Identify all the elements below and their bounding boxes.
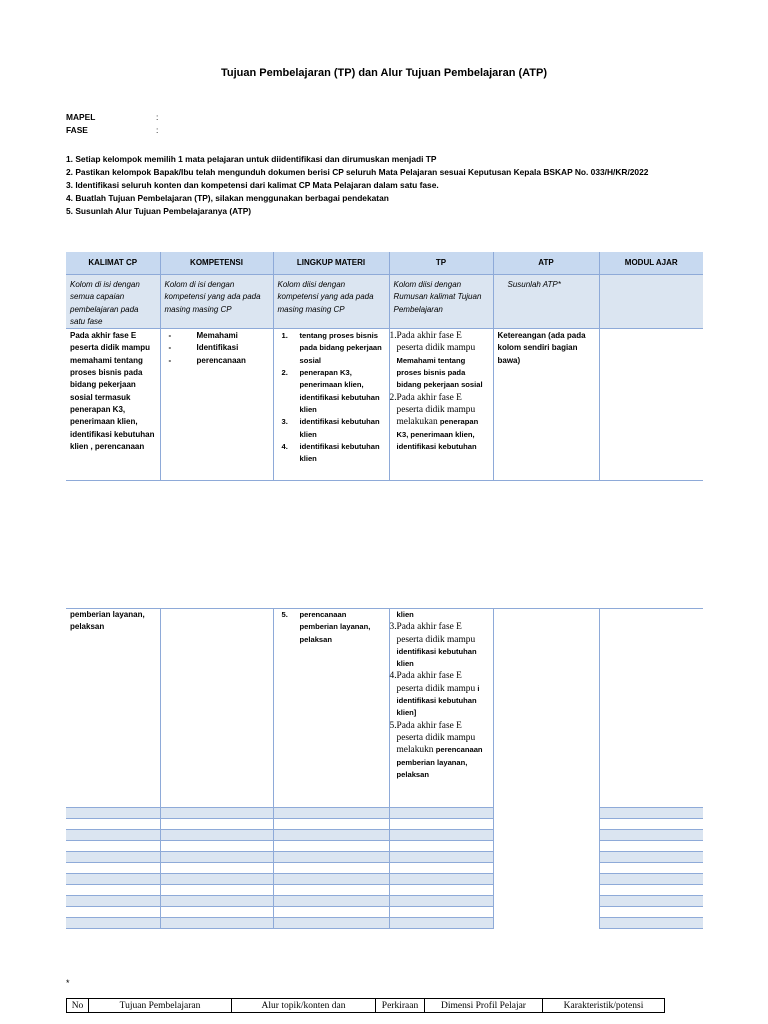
table-row	[66, 329, 703, 481]
instruction-item: 1. Setiap kelompok memilih 1 mata pelajaran untuk diidentifikasi dan dirumuskan menjadi TP	[66, 154, 437, 164]
header-modul-ajar: MODUL AJAR	[599, 252, 703, 275]
table-header-row	[67, 999, 665, 1013]
header-kalimat-cp: KALIMAT CP	[66, 252, 160, 275]
cp-cell: pemberian layanan, pelaksan	[66, 609, 160, 808]
page-title: Tujuan Pembelajaran (TP) dan Alur Tujuan Pembelajaran (ATP)	[221, 67, 547, 79]
table-header-row	[66, 252, 703, 275]
list-item: 4. identifikasi kebutuhan klien	[281, 441, 380, 464]
materi-list	[278, 330, 385, 465]
meta-label: FASE	[66, 125, 88, 135]
header-kompetensi: KOMPETENSI	[160, 252, 273, 275]
header-alur-topik: Alur topik/konten dan	[232, 999, 376, 1013]
materi-cell	[273, 609, 389, 808]
instruction-item: 3. Identifikasi seluruh konten dan kompetensi dari kalimat CP Mata Pelajaran dalam satu fase.	[66, 180, 439, 191]
meta-fase	[66, 125, 159, 135]
list-item: 1. Pada akhir fase E peserta didik mampu Memahami tentang proses bisnis pada bidang pekerjaan sosial	[389, 331, 483, 390]
header-atp: ATP	[493, 252, 599, 275]
header-tp: TP	[389, 252, 493, 275]
list-item: 5. perencanaan pemberian layanan, pelaksan	[281, 610, 371, 644]
hint-cell: Kolom diisi dengan Rumusan kalimat Tujuan Pembelajaran	[389, 275, 493, 329]
list-item: - perencanaan	[168, 355, 246, 365]
atp-cell	[493, 609, 599, 929]
tp-cell	[389, 329, 493, 481]
meta-mapel	[66, 112, 159, 122]
instruction-item: 5. Susunlah Alur Tujuan Pembelajaranya (ATP)	[66, 206, 252, 217]
hint-cell: Kolom di isi dengan kompetensi yang ada pada masing masing CP	[160, 275, 273, 329]
list-item: 2. Pada akhir fase E peserta didik mampu melakukan penerapan K3, penerimaan klien, identifikasi kebutuhan	[389, 392, 479, 451]
meta-label: MAPEL	[66, 112, 96, 122]
tp-cell	[389, 609, 493, 808]
list-item: 2. penerapan K3, penerimaan klien, identifikasi kebutuhan klien	[281, 368, 380, 414]
table-hint-row	[66, 275, 703, 329]
list-item: - Identifikasi	[168, 343, 239, 353]
tp-atp-table	[66, 252, 703, 481]
footnote-mark: *	[66, 978, 70, 988]
header-tujuan-pembelajaran: Tujuan Pembelajaran	[89, 999, 232, 1013]
hint-cell: Kolom di isi dengan semua capaian pembelajaran pada satu fase	[66, 275, 160, 329]
table-row	[66, 609, 703, 808]
tp-list	[390, 330, 489, 453]
tp-list	[390, 621, 489, 781]
cp-cell: Pada akhir fase E peserta didik mampu memahami tentang proses bisnis pada bidang pekerjaan sosial termasuk penerapan K3, penerimaan klien, identifikasi kebutuhan klien , perencanaan	[66, 329, 160, 481]
kompetensi-cell	[160, 329, 273, 481]
modul-ajar-cell	[599, 329, 703, 481]
meta-colon: :	[156, 125, 159, 135]
header-no: No	[67, 999, 89, 1013]
list-item: 3. Pada akhir fase E peserta didik mampu identifikasi kebutuhan klien	[389, 622, 477, 669]
instruction-item: 4. Buatlah Tujuan Pembelajaran (TP), silakan menggunakan berbagai pendekatan	[66, 193, 389, 204]
kompetensi-list	[165, 330, 269, 367]
list-item: 1. tentang proses bisnis pada bidang pekerjaan sosial	[281, 331, 382, 365]
list-item: - Memahami	[168, 331, 238, 341]
header-dimensi-profil: Dimensi Profil Pelajar	[425, 999, 543, 1013]
instruction-list	[66, 154, 704, 219]
header-perkiraan: Perkiraan	[376, 999, 425, 1013]
hint-cell: Susunlah ATP*	[493, 275, 599, 329]
hint-cell: Kolom diisi dengan kompetensi yang ada pada masing masing CP	[273, 275, 389, 329]
materi-list	[278, 609, 385, 646]
header-karakteristik: Karakteristik/potensi	[543, 999, 665, 1013]
instruction-item: 2. Pastikan kelompok Bapak/Ibu telah mengunduh dokumen berisi CP seluruh Mata Pelajaran sesuai Keputusan Kepala BSKAP No. 033/H/KR/2022	[66, 167, 649, 178]
meta-colon: :	[156, 112, 159, 122]
list-item: 3. identifikasi kebutuhan klien	[281, 417, 380, 439]
list-item: 4. Pada akhir fase E peserta didik mampu i identifikasi kebutuhan klien]	[389, 671, 480, 718]
materi-cell	[273, 329, 389, 481]
header-lingkup-materi: LINGKUP MATERI	[273, 252, 389, 275]
list-item: 5. Pada akhir fase E peserta didik mampu melakukn perencanaan pemberian layanan, pelaksan	[389, 720, 483, 779]
hint-cell	[599, 275, 703, 329]
tp-continued-text: klien	[396, 610, 414, 619]
atp-detail-table	[66, 998, 665, 1013]
tp-atp-table-continued	[66, 608, 703, 929]
modul-ajar-cell	[599, 609, 703, 808]
kompetensi-cell	[160, 609, 273, 808]
atp-cell: Ketereangan (ada pada kolom sendiri bagian bawa)	[493, 329, 599, 481]
